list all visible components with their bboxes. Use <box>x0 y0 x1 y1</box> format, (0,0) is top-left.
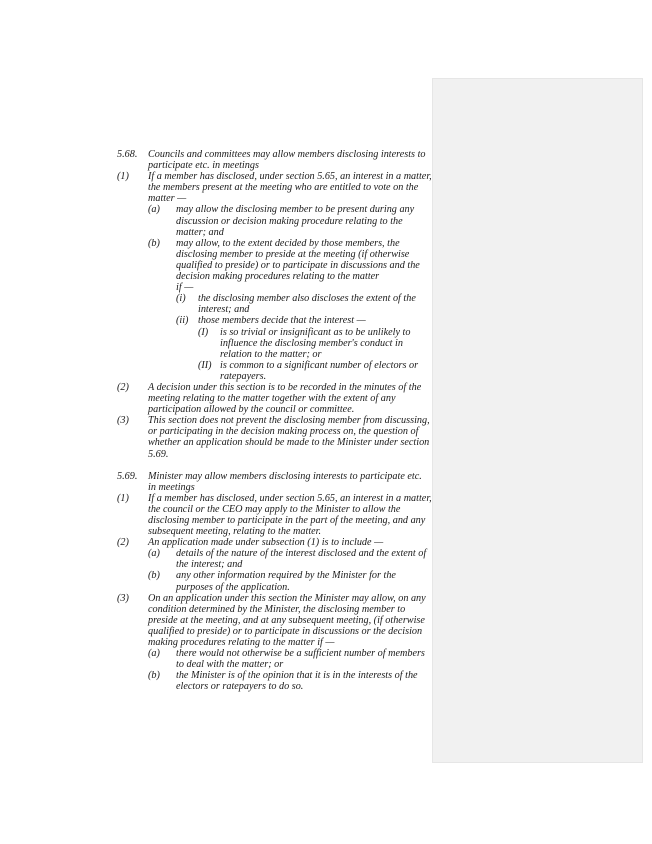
subsection <box>117 537 432 548</box>
section-5-68-heading <box>117 149 432 171</box>
subparagraph-number: (ii) <box>176 315 189 327</box>
subsection-text: An application made under subsection (1) is to include — <box>148 537 384 549</box>
subsection-text: If a member has disclosed, under section 5.65, an interest in a matter, the members present at the meeting who are entitled to vote on the matter — <box>148 171 432 205</box>
subparagraph <box>117 315 432 326</box>
paragraph-text: may allow, to the extent decided by those members, the disclosing member to preside at the meeting (if otherwise qualified to preside) or to participate in discussions and the decision making procedures relating to the matter <box>176 237 420 283</box>
subsection <box>117 593 432 648</box>
subsection <box>117 415 432 459</box>
paragraph-number: (a) <box>148 204 160 216</box>
subsection-number: (3) <box>117 415 129 427</box>
sub-subparagraph-number: (II) <box>198 359 212 371</box>
section-title: Councils and committees may allow members disclosing interests to participate etc. in meetings <box>148 149 426 172</box>
paragraph-text: there would not otherwise be a sufficient number of members to deal with the matter; or <box>176 648 425 671</box>
sub-subparagraph <box>117 327 432 360</box>
paragraph-text: any other information required by the Minister for the purposes of the application. <box>176 570 396 593</box>
paragraph-number: (b) <box>148 670 160 682</box>
section-number: 5.69. <box>117 470 138 482</box>
section-spacer <box>117 460 432 471</box>
paragraph-text: may allow the disclosing member to be present during any discussion or decision making procedure relating to the matter; and <box>176 204 415 238</box>
paragraph <box>117 570 432 592</box>
section-5-69-heading <box>117 471 432 493</box>
sub-subparagraph-text: is so trivial or insignificant as to be unlikely to influence the disclosing member's conduct in relation to the matter; or <box>220 326 411 360</box>
paragraph-number: (b) <box>148 570 160 582</box>
subsection-number: (2) <box>117 537 129 549</box>
subparagraph-text: those members decide that the interest — <box>198 315 366 327</box>
section-title: Minister may allow members disclosing interests to participate etc. in meetings <box>148 470 422 493</box>
section-number: 5.68. <box>117 149 138 160</box>
paragraph <box>117 204 432 237</box>
subsection <box>117 171 432 204</box>
sub-subparagraph <box>117 360 432 382</box>
paragraph-number: (b) <box>148 237 160 249</box>
subsection <box>117 382 432 415</box>
subparagraph-text: the disclosing member also discloses the extent of the interest; and <box>198 293 416 316</box>
paragraph <box>117 648 432 670</box>
sub-subparagraph-text: is common to a significant number of electors or ratepayers. <box>220 359 419 382</box>
document-body <box>117 149 432 693</box>
subsection-text: On an application under this section the Minister may allow, on any condition determined by the Minister, the disclosing member to preside at the meeting, and at any subsequent meeting, (if otherwise qualified to preside) or to participate in discussions or the decision making procedures relating to the matter if — <box>148 592 426 649</box>
subsection-number: (3) <box>117 592 129 604</box>
paragraph <box>117 238 432 282</box>
paragraph-text: details of the nature of the interest disclosed and the extent of the interest; and <box>176 548 427 571</box>
paragraph-number: (a) <box>148 648 160 660</box>
subparagraph <box>117 293 432 315</box>
subsection-number: (2) <box>117 381 129 393</box>
subsection <box>117 493 432 537</box>
paragraph <box>117 670 432 692</box>
subparagraph-number: (i) <box>176 293 186 305</box>
subsection-text: This section does not prevent the disclosing member from discussing, or participating in the decision making process on, the question of whether an application should be made to the Minister under section 5.69. <box>148 415 430 460</box>
sub-subparagraph-number: (I) <box>198 326 209 338</box>
comment-pane <box>432 78 643 763</box>
subsection-number: (1) <box>117 171 129 183</box>
paragraph-number: (a) <box>148 548 160 560</box>
paragraph <box>117 548 432 570</box>
subsection-text: A decision under this section is to be recorded in the minutes of the meeting relating to the matter together with the extent of any participation allowed by the council or committee. <box>148 381 422 416</box>
paragraph-continuation: if — <box>176 282 194 294</box>
subsection-text: If a member has disclosed, under section 5.65, an interest in a matter, the council or the CEO may apply to the Minister to allow the disclosing member to participate in the part of the meeting, and any subsequent meeting, relating to the matter. <box>148 492 432 538</box>
paragraph-text: the Minister is of the opinion that it is in the interests of the electors or ratepayers to do so. <box>176 670 418 693</box>
subsection-number: (1) <box>117 492 129 504</box>
